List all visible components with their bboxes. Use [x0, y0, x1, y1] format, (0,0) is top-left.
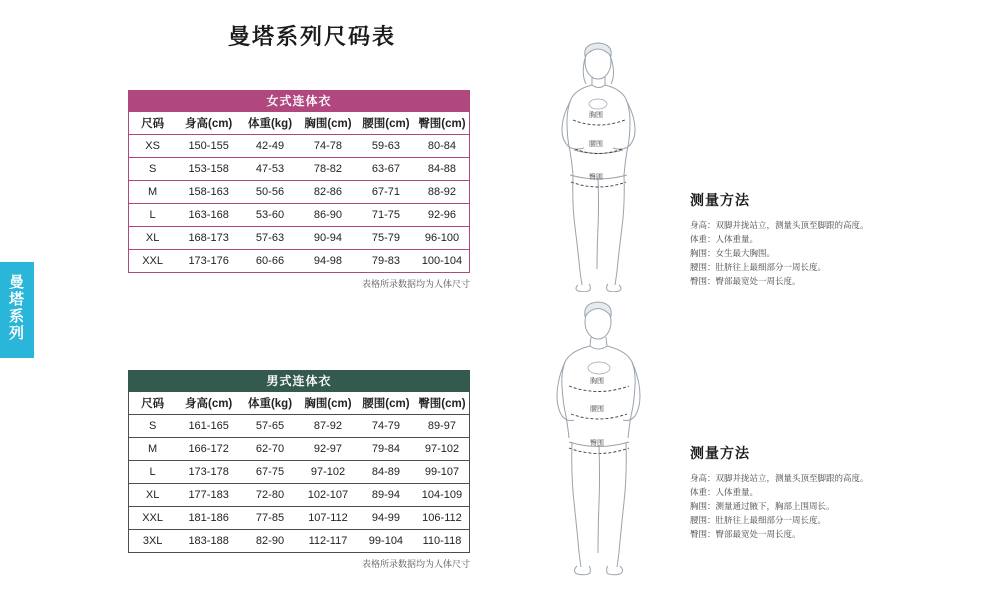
cell-hip: 100-104 — [415, 250, 470, 273]
side-tab-char-1: 塔 — [8, 291, 25, 308]
measure-line-height: 身高：双脚并拢站立，测量头顶至脚跟的高度。 — [690, 473, 869, 483]
cell-size: XL — [129, 484, 177, 507]
cell-height: 150-155 — [176, 135, 241, 158]
cell-hip: 89-97 — [415, 415, 470, 438]
cell-hip: 92-96 — [415, 204, 470, 227]
cell-size: XXL — [129, 250, 177, 273]
column-header: 臀围(cm) — [415, 392, 470, 415]
cell-waist: 94-99 — [357, 507, 415, 530]
cell-chest: 112-117 — [299, 530, 357, 553]
column-header: 身高(cm) — [176, 112, 241, 135]
cell-height: 163-168 — [176, 204, 241, 227]
cell-height: 166-172 — [176, 438, 241, 461]
cell-size: M — [129, 438, 177, 461]
cell-weight: 67-75 — [241, 461, 299, 484]
table-row — [129, 415, 470, 438]
female-figure-illustration — [520, 42, 680, 292]
table-row — [129, 158, 470, 181]
measure-title: 测量方法 — [690, 192, 750, 208]
cell-hip: 84-88 — [415, 158, 470, 181]
cell-hip: 99-107 — [415, 461, 470, 484]
column-header: 胸围(cm) — [299, 392, 357, 415]
cell-chest: 92-97 — [299, 438, 357, 461]
column-header: 尺码 — [129, 392, 177, 415]
cell-chest: 87-92 — [299, 415, 357, 438]
cell-height: 161-165 — [176, 415, 241, 438]
column-header: 胸围(cm) — [299, 112, 357, 135]
measure-line-chest: 胸围：测量通过腋下，胸部上围周长。 — [690, 501, 835, 511]
women-table-header: 女式连体衣 — [128, 90, 470, 112]
measure-line-waist: 腰围：肚脐往上最细部分一周长度。 — [690, 515, 827, 525]
cell-weight: 62-70 — [241, 438, 299, 461]
measure-line-chest: 胸围：女生最大胸围。 — [690, 248, 776, 258]
cell-height: 173-176 — [176, 250, 241, 273]
cell-hip: 88-92 — [415, 181, 470, 204]
cell-size: 3XL — [129, 530, 177, 553]
female-figure — [520, 42, 680, 297]
cell-height: 177-183 — [176, 484, 241, 507]
table-header-row — [129, 112, 470, 135]
table-row — [129, 484, 470, 507]
cell-hip: 97-102 — [415, 438, 470, 461]
cell-size: L — [129, 461, 177, 484]
column-header: 体重(kg) — [241, 392, 299, 415]
cell-chest: 82-86 — [299, 181, 357, 204]
cell-hip: 110-118 — [415, 530, 470, 553]
table-row — [129, 461, 470, 484]
cell-chest: 78-82 — [299, 158, 357, 181]
cell-hip: 96-100 — [415, 227, 470, 250]
cell-waist: 89-94 — [357, 484, 415, 507]
male-figure — [520, 300, 680, 585]
table-row — [129, 204, 470, 227]
table-row — [129, 438, 470, 461]
figure-label-chest: 胸围 — [590, 378, 604, 385]
cell-size: M — [129, 181, 177, 204]
cell-height: 173-178 — [176, 461, 241, 484]
cell-waist: 84-89 — [357, 461, 415, 484]
cell-weight: 42-49 — [241, 135, 299, 158]
male-figure-illustration — [520, 300, 680, 580]
column-header: 身高(cm) — [176, 392, 241, 415]
table-row — [129, 135, 470, 158]
figure-label-chest: 胸围 — [589, 112, 603, 119]
cell-waist: 75-79 — [357, 227, 415, 250]
cell-chest: 107-112 — [299, 507, 357, 530]
cell-chest: 102-107 — [299, 484, 357, 507]
measure-line-hip: 臀围：臀部最宽处一周长度。 — [690, 276, 801, 286]
cell-height: 183-188 — [176, 530, 241, 553]
cell-hip: 106-112 — [415, 507, 470, 530]
cell-waist: 79-83 — [357, 250, 415, 273]
figure-label-hip: 臀围 — [589, 174, 603, 181]
table-row — [129, 530, 470, 553]
cell-hip: 80-84 — [415, 135, 470, 158]
measure-title: 测量方法 — [690, 445, 750, 461]
cell-waist: 99-104 — [357, 530, 415, 553]
cell-size: XXL — [129, 507, 177, 530]
male-measure-block — [690, 443, 900, 541]
cell-chest: 94-98 — [299, 250, 357, 273]
cell-weight: 72-80 — [241, 484, 299, 507]
female-measure-block — [690, 190, 900, 288]
women-size-table — [128, 112, 470, 273]
side-tab-char-0: 曼 — [8, 274, 25, 291]
series-side-tab — [0, 262, 34, 358]
cell-waist: 71-75 — [357, 204, 415, 227]
cell-chest: 86-90 — [299, 204, 357, 227]
women-size-table-block — [128, 90, 470, 290]
cell-chest: 97-102 — [299, 461, 357, 484]
cell-size: S — [129, 158, 177, 181]
cell-waist: 74-79 — [357, 415, 415, 438]
cell-waist: 59-63 — [357, 135, 415, 158]
table-row — [129, 181, 470, 204]
side-tab-char-2: 系 — [8, 308, 25, 325]
cell-size: XS — [129, 135, 177, 158]
men-table-header: 男式连体衣 — [128, 370, 470, 392]
cell-chest: 90-94 — [299, 227, 357, 250]
men-size-table — [128, 392, 470, 553]
cell-height: 158-163 — [176, 181, 241, 204]
cell-height: 181-186 — [176, 507, 241, 530]
cell-weight: 57-63 — [241, 227, 299, 250]
column-header: 臀围(cm) — [415, 112, 470, 135]
cell-waist: 63-67 — [357, 158, 415, 181]
cell-weight: 47-53 — [241, 158, 299, 181]
table-row — [129, 507, 470, 530]
cell-weight: 82-90 — [241, 530, 299, 553]
cell-weight: 77-85 — [241, 507, 299, 530]
cell-weight: 53-60 — [241, 204, 299, 227]
cell-weight: 50-56 — [241, 181, 299, 204]
page-title: 曼塔系列尺码表 — [228, 24, 397, 49]
column-header: 体重(kg) — [241, 112, 299, 135]
cell-hip: 104-109 — [415, 484, 470, 507]
cell-size: XL — [129, 227, 177, 250]
cell-waist: 79-84 — [357, 438, 415, 461]
cell-weight: 60-66 — [241, 250, 299, 273]
cell-weight: 57-65 — [241, 415, 299, 438]
measure-line-waist: 腰围：肚脐往上最细部分一周长度。 — [690, 262, 827, 272]
table-row — [129, 250, 470, 273]
cell-waist: 67-71 — [357, 181, 415, 204]
figure-label-waist: 腰围 — [589, 141, 603, 148]
column-header: 腰围(cm) — [357, 112, 415, 135]
cell-size: S — [129, 415, 177, 438]
measure-line-height: 身高：双脚并拢站立，测量头顶至脚跟的高度。 — [690, 220, 869, 230]
table-header-row — [129, 392, 470, 415]
measure-line-hip: 臀围：臀部最宽处一周长度。 — [690, 529, 801, 539]
men-table-note: 表格所录数据均为人体尺寸 — [361, 559, 470, 569]
side-tab-char-3: 列 — [8, 325, 25, 342]
figure-label-waist: 腰围 — [590, 406, 604, 413]
measure-line-weight: 体重：人体重量。 — [690, 487, 759, 497]
column-header: 尺码 — [129, 112, 177, 135]
cell-size: L — [129, 204, 177, 227]
figure-label-hip: 臀围 — [590, 440, 604, 447]
measure-line-weight: 体重：人体重量。 — [690, 234, 759, 244]
men-size-table-block — [128, 370, 470, 570]
cell-chest: 74-78 — [299, 135, 357, 158]
cell-height: 168-173 — [176, 227, 241, 250]
table-row — [129, 227, 470, 250]
column-header: 腰围(cm) — [357, 392, 415, 415]
women-table-note: 表格所录数据均为人体尺寸 — [361, 279, 470, 289]
cell-height: 153-158 — [176, 158, 241, 181]
